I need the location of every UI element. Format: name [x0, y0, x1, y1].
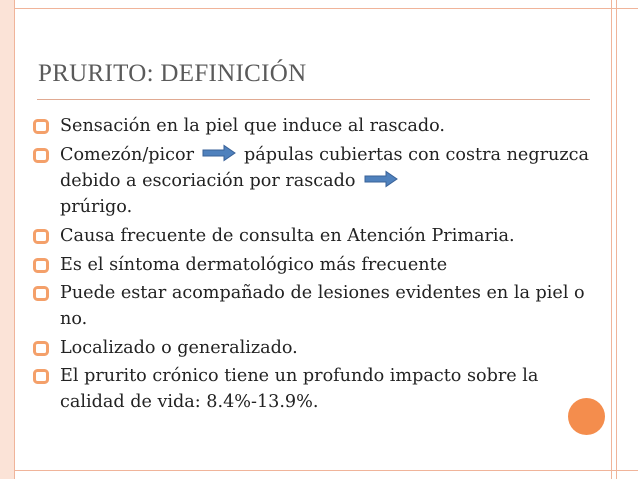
list-item [33, 335, 593, 361]
list-item-text: El prurito crónico tiene un profundo impacto sobre la calidad de vida: 8.4%-13.9%. [60, 366, 539, 412]
checkbox-bullet-icon [33, 341, 49, 356]
list-item [33, 223, 593, 249]
list-item-text: Localizado o generalizado. [60, 338, 298, 358]
right-arrow-icon [364, 170, 398, 188]
frame-bottom-line [14, 470, 638, 471]
list-item-text: Comezón/picor [60, 145, 195, 165]
frame-right-line [611, 0, 612, 479]
list-item-text: pápulas cubiertas con costra [244, 145, 501, 165]
list-item-text: negruzca debido a escoriación por rascado [60, 145, 589, 191]
slide-title: PRURITO: DEFINICIÓN [38, 60, 307, 87]
checkbox-bullet-icon [33, 286, 49, 301]
list-item-text: Puede estar acompañado de lesiones evidentes en la piel o no. [60, 283, 585, 329]
list-item-text: Es el síntoma dermatológico más frecuente [60, 255, 448, 275]
checkbox-bullet-icon [33, 369, 49, 384]
checkbox-bullet-icon [33, 229, 49, 244]
checkbox-bullet-icon [33, 148, 49, 163]
list-item-text: Causa frecuente de consulta en Atención Primaria. [60, 226, 515, 246]
right-arrow-icon [202, 144, 236, 162]
list-item [33, 142, 593, 220]
frame-right-line-outer [616, 0, 617, 479]
checkbox-bullet-icon [33, 258, 49, 273]
list-item [33, 252, 593, 278]
list-item-text: Sensación en la piel que induce al rascado. [60, 116, 446, 136]
frame-left-line [14, 0, 15, 479]
list-item [33, 113, 593, 139]
list-item-text: prúrigo. [60, 197, 133, 217]
decorative-circle [568, 398, 605, 435]
frame-top-line [14, 8, 638, 9]
list-item [33, 363, 593, 415]
slide-left-rail [0, 0, 14, 479]
bullet-list [33, 113, 593, 418]
title-divider [37, 99, 590, 100]
checkbox-bullet-icon [33, 119, 49, 134]
list-item [33, 280, 593, 332]
